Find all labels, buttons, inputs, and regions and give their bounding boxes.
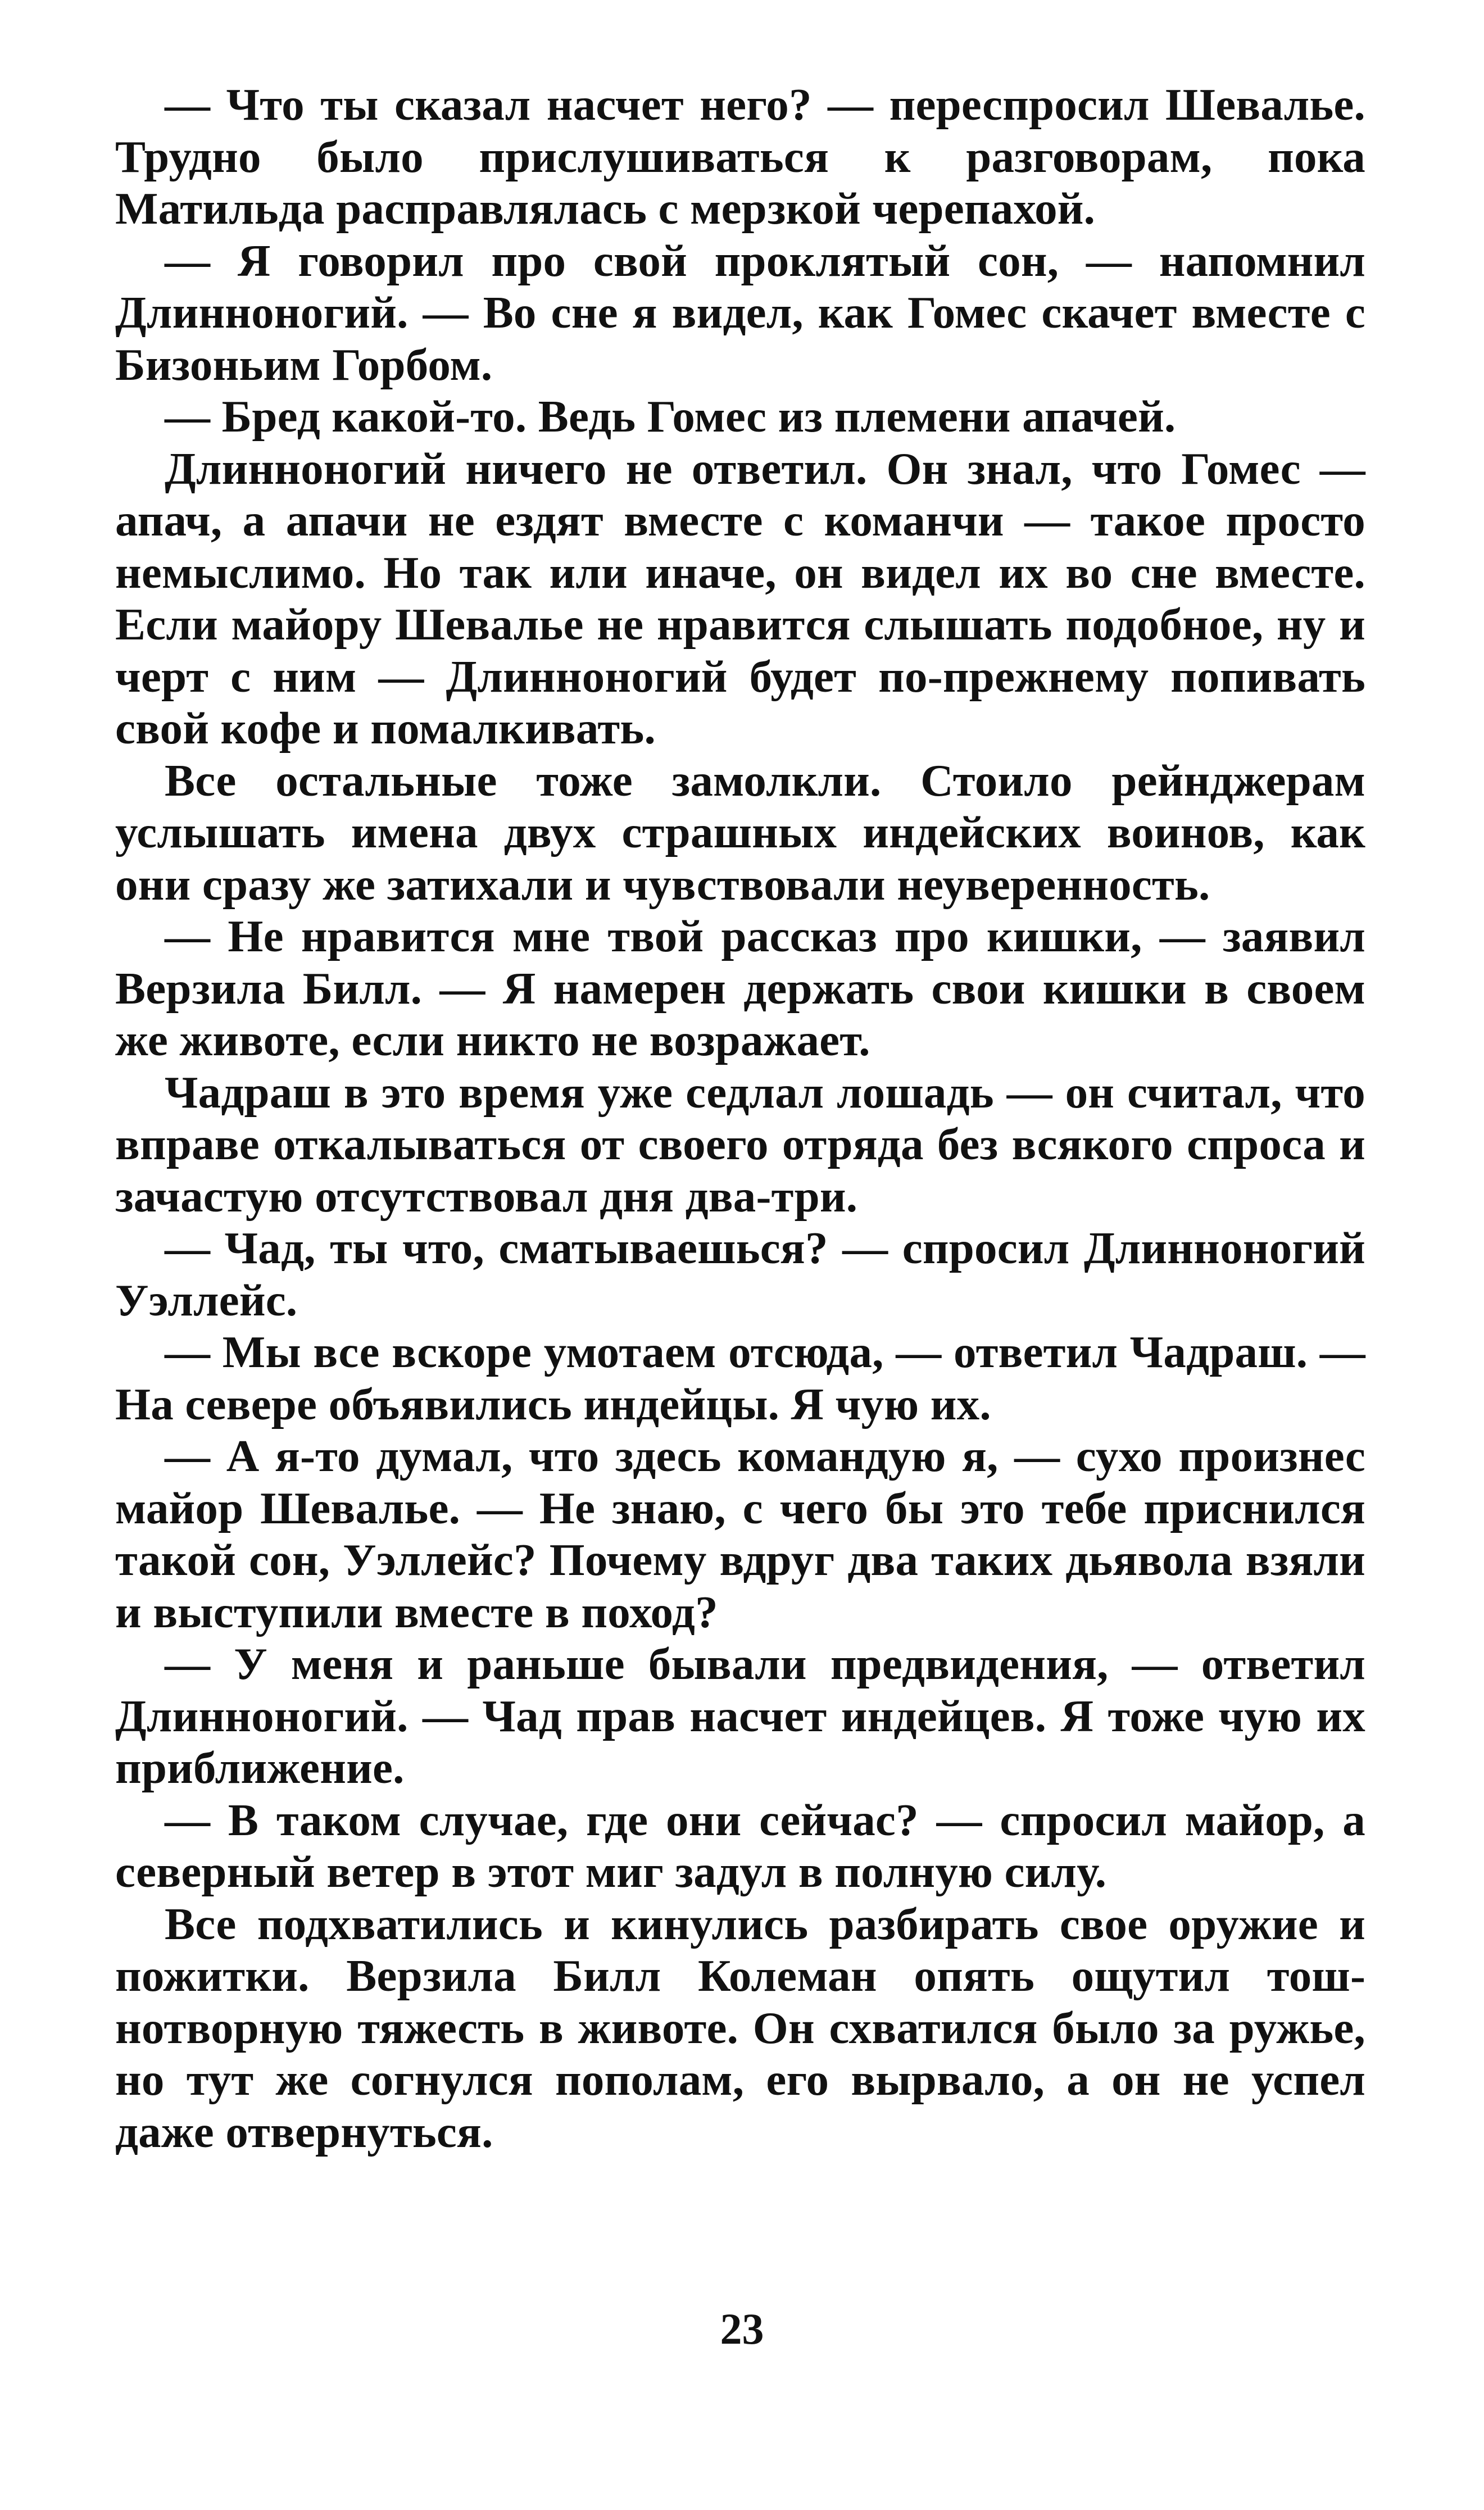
paragraph-3: — Бред какой-то. Ведь Гомес из племени апачей. bbox=[165, 391, 1176, 442]
paragraph-12: — В таком случае, где они сейчас? — спросил майор, а северный ветер в этот миг задул в полную силу. bbox=[115, 1794, 1365, 1897]
page-number: 23 bbox=[720, 2304, 764, 2353]
book-page-text bbox=[115, 79, 1365, 2158]
paragraph-7: Чадраш в это время уже седлал лошадь — он считал, что вправе откалываться от своего отряда без всякого спроса и зачастую отсутствовал дня два-три. bbox=[115, 1066, 1365, 1222]
paragraph-1: — Что ты сказал насчет него? — переспросил Шевалье. Трудно было прислушиваться к разговорам, пока Матильда расправлялась с мерзкой черепахой. bbox=[115, 79, 1365, 234]
paragraph-2: — Я говорил про свой проклятый сон, — напомнил Длинноногий. — Во сне я видел, как Гомес скачет вместе с Бизоньим Горбом. bbox=[115, 235, 1365, 390]
paragraph-9: — Мы все вскоре умотаем отсюда, — ответил Чадраш. — На севере объявились индейцы. Я чую их. bbox=[115, 1327, 1365, 1429]
paragraph-10: — А я-то думал, что здесь командую я, — сухо произнес майор Шевалье. — Не знаю, с чего бы это тебе приснился такой сон, Уэллейс? Почему вдруг два таких дьявола взяли и выступили вместе в поход? bbox=[115, 1431, 1365, 1637]
paragraph-13: Все подхватились и кинулись разбирать свое оружие и пожитки. Верзила Билл Колеман опять ощутил тошнотворную тяжесть в животе. Он схватился было за ружье, но тут же согнулся пополам, его вырвало, а он не успел даже отвернуться. bbox=[115, 1898, 1365, 2157]
paragraph-11: — У меня и раньше бывали предвидения, — ответил Длинноногий. — Чад прав насчет индейцев. Я тоже чую их приближение. bbox=[115, 1638, 1365, 1793]
paragraph-6: — Не нравится мне твой рассказ про кишки, — заявил Верзила Билл. — Я намерен держать свои кишки в своем же животе, если никто не возражает. bbox=[115, 911, 1365, 1065]
paragraph-5: Все остальные тоже замолкли. Стоило рейнджерам услышать имена двух страшных индейских воинов, как они сразу же затихали и чувствовали неуверенность. bbox=[115, 755, 1365, 910]
paragraph-4: Длинноногий ничего не ответил. Он знал, что Гомес — апач, а апачи не ездят вместе с команчи — такое просто немыслимо. Но так или иначе, он видел их во сне вместе. Если майору Шевалье не нравится слышать подобное, ну и черт с ним — Длинноногий будет по-прежнему попивать свой кофе и помалкивать. bbox=[115, 443, 1365, 754]
paragraph-8: — Чад, ты что, сматываешься? — спросил Длинноногий Уэллейс. bbox=[115, 1223, 1365, 1326]
